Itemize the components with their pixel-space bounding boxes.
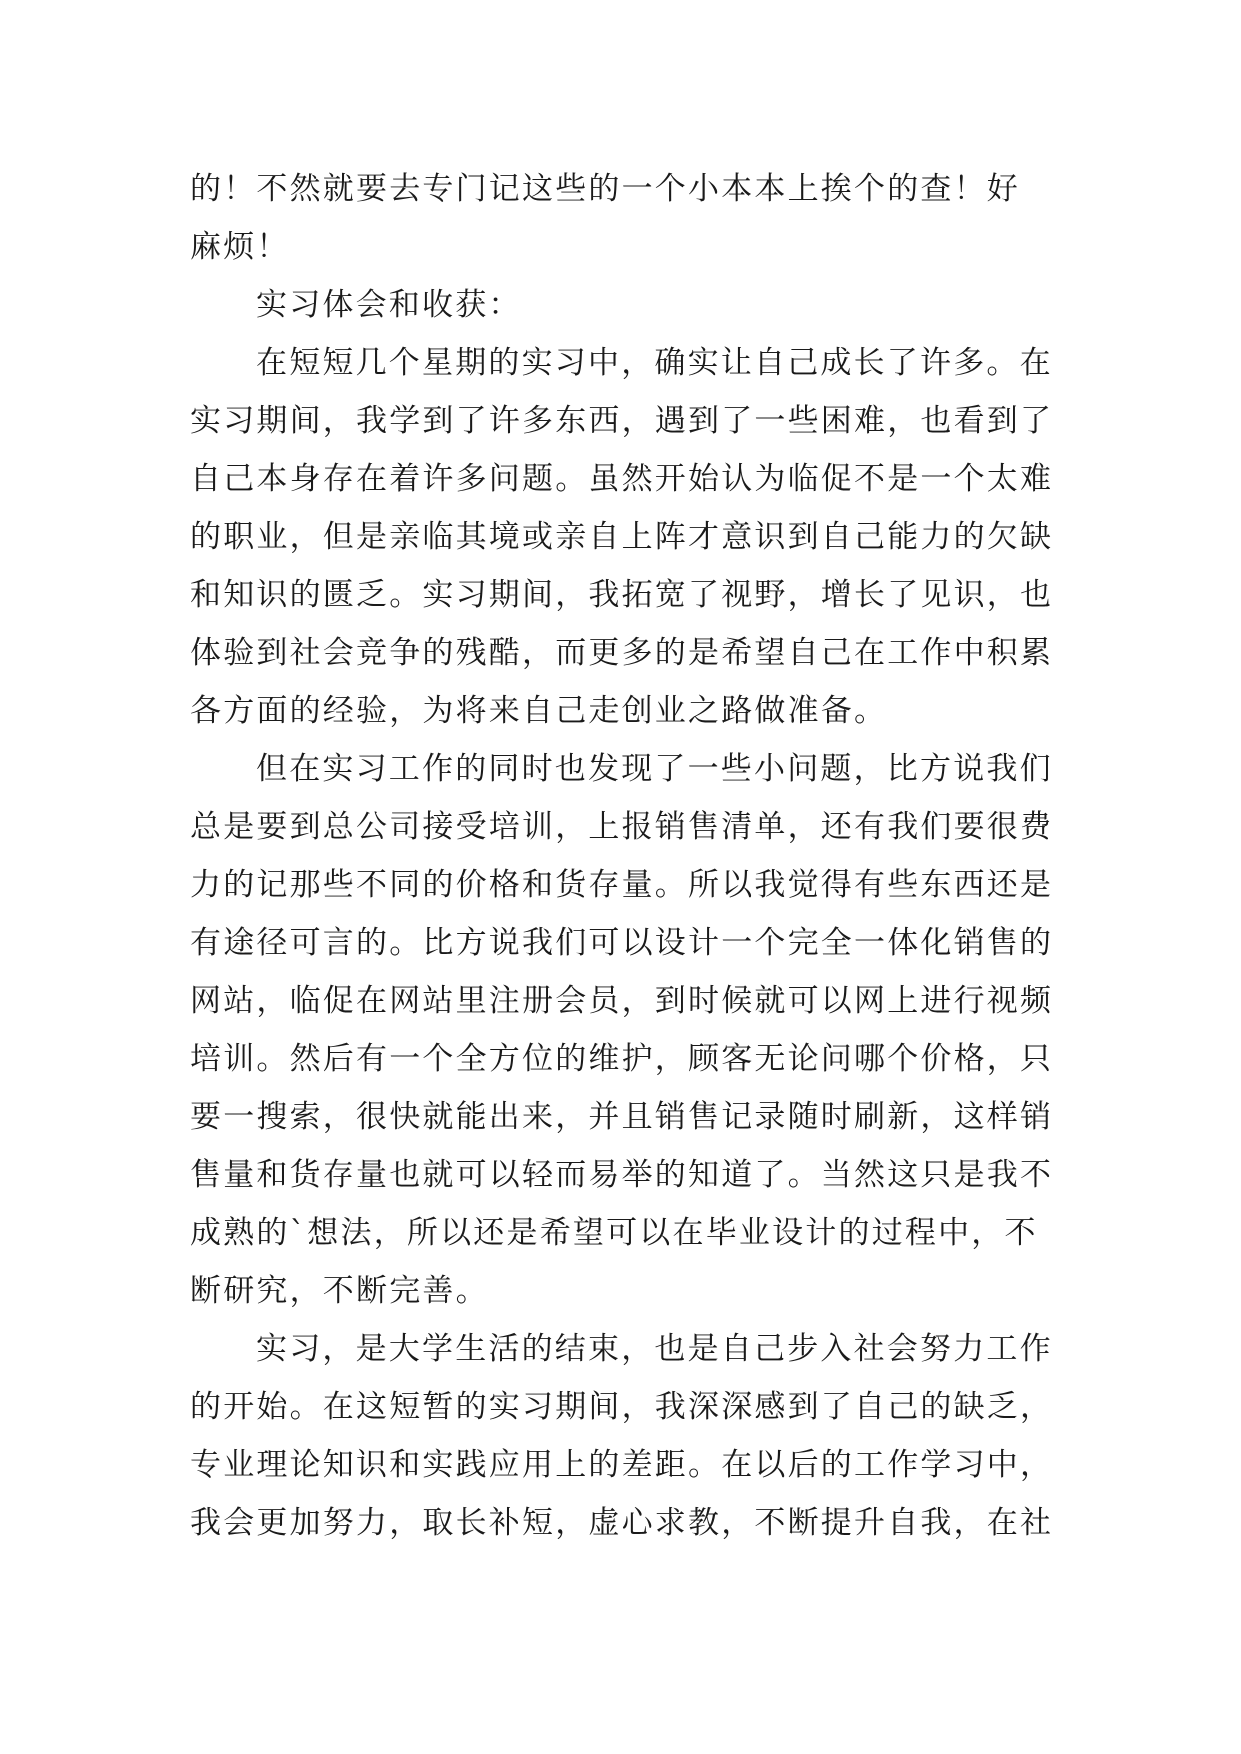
text-line: 网站，临促在网站里注册会员，到时候就可以网上进行视频 (190, 983, 1054, 1019)
paragraph (190, 334, 1052, 740)
text-line: 我会更加努力，取长补短，虚心求教，不断提升自我，在社 (190, 1505, 1054, 1541)
text-line: 要一搜索，很快就能出来，并且销售记录随时刷新，这样销 (190, 1099, 1054, 1135)
text-line: 但在实习工作的同时也发现了一些小问题，比方说我们 (256, 751, 1053, 787)
text-line: 断研究，不断完善。 (190, 1273, 489, 1309)
paragraph (190, 740, 1052, 1320)
text-line: 实习期间，我学到了许多东西，遇到了一些困难，也看到了 (190, 403, 1054, 439)
text-line: 专业理论知识和实践应用上的差距。在以后的工作学习中， (190, 1447, 1054, 1483)
text-line: 和知识的匮乏。实习期间，我拓宽了视野，增长了见识，也 (190, 577, 1054, 613)
text-line: 的开始。在这短暂的实习期间，我深深感到了自己的缺乏， (190, 1389, 1054, 1425)
text-line: 各方面的经验，为将来自己走创业之路做准备。 (190, 693, 888, 729)
paragraph (190, 1320, 1052, 1552)
section-heading (190, 276, 1052, 334)
text-line: 培训。然后有一个全方位的维护，顾客无论问哪个价格，只 (190, 1041, 1054, 1077)
text-line: 总是要到总公司接受培训，上报销售清单，还有我们要很费 (190, 809, 1054, 845)
text-line: 在短短几个星期的实习中，确实让自己成长了许多。在 (256, 345, 1053, 381)
document-body (190, 160, 1052, 1552)
text-line: 实习，是大学生活的结束，也是自己步入社会努力工作 (256, 1331, 1053, 1367)
text-line: 成熟的`想法，所以还是希望可以在毕业设计的过程中，不 (190, 1215, 1038, 1251)
text-line: 有途径可言的。比方说我们可以设计一个完全一体化销售的 (190, 925, 1054, 961)
text-line: 自己本身存在着许多问题。虽然开始认为临促不是一个太难 (190, 461, 1054, 497)
text-line: 体验到社会竞争的残酷，而更多的是希望自己在工作中积累 (190, 635, 1054, 671)
text-line: 力的记那些不同的价格和货存量。所以我觉得有些东西还是 (190, 867, 1054, 903)
text-line: 的！不然就要去专门记这些的一个小本本上挨个的查！好 (190, 171, 1020, 207)
text-line: 售量和货存量也就可以轻而易举的知道了。当然这只是我不 (190, 1157, 1054, 1193)
paragraph (190, 160, 1052, 276)
text-line: 实习体会和收获： (256, 287, 522, 323)
text-line: 麻烦！ (190, 229, 290, 265)
text-line: 的职业，但是亲临其境或亲自上阵才意识到自己能力的欠缺 (190, 519, 1054, 555)
